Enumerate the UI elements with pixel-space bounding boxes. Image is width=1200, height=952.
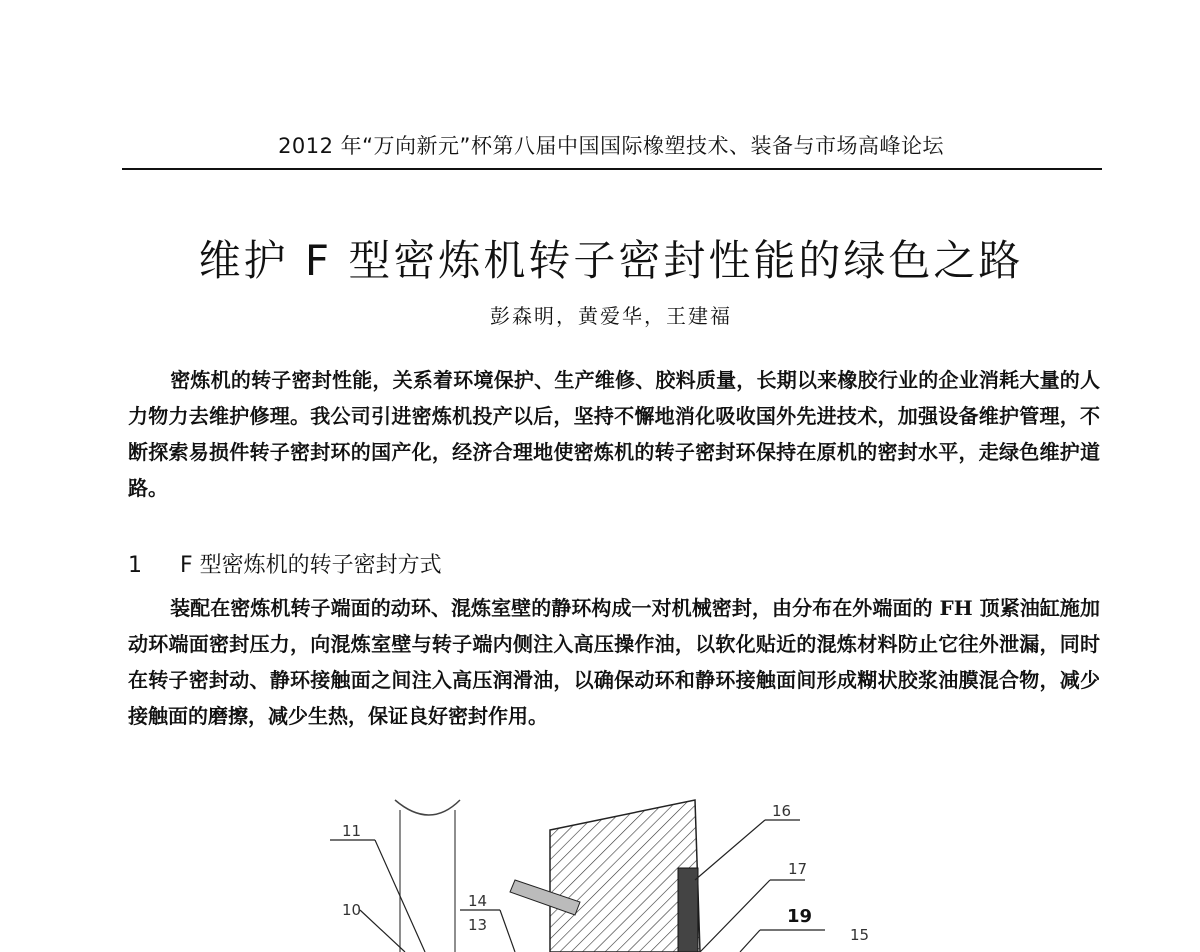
abstract-paragraph [128, 362, 1100, 506]
label-16: 16 [772, 802, 792, 820]
label-17: 17 [788, 860, 808, 878]
label-15: 15 [850, 926, 870, 944]
section-title: F 型密炼机的转子密封方式 [180, 553, 442, 578]
section-heading [128, 548, 442, 579]
section-body-text: 装配在密炼机转子端面的动环、混炼室壁的静环构成一对机械密封，由分布在外端面的 FH 顶紧油缸施加动环端面密封压力，向混炼室壁与转子端内侧注入高压操作油，以软化贴近的混炼材料防止它往外泄漏，同时在转子密封动、静环接触面之间注入高压润滑油，以确保动环和静环接触面间形成糊状胶浆油膜混合物，减少接触面的磨擦，减少生热，保证良好密封作用。 [128, 596, 1100, 728]
abstract-text: 密炼机的转子密封性能，关系着环境保护、生产维修、胶料质量，长期以来橡胶行业的企业消耗大量的人力物力去维护修理。我公司引进密炼机投产以后，坚持不懈地消化吸收国外先进技术，加强设备维护管理，不断探索易损件转子密封环的国产化，经济合理地使密炼机的转子密封环保持在原机的密封水平，走绿色维护道路。 [128, 368, 1100, 500]
section-body-paragraph [128, 590, 1100, 734]
label-10: 10 [342, 901, 362, 919]
article-authors: 彭森明，黄爱华，王建福 [490, 304, 732, 328]
header-rule [122, 168, 1102, 170]
rotor-outline [395, 800, 460, 815]
conference-header: 2012 年“万向新元”杯第八届中国国际橡塑技术、装备与市场高峰论坛 [278, 134, 944, 158]
seal-ring-dark [678, 868, 698, 952]
label-11: 11 [342, 822, 362, 840]
label-14: 14 [468, 892, 488, 910]
label-19: 19 [787, 906, 813, 927]
label-13: 13 [468, 916, 488, 934]
section-number: 1 [128, 553, 142, 578]
article-title: 维护 F 型密炼机转子密封性能的绿色之路 [198, 236, 1024, 286]
